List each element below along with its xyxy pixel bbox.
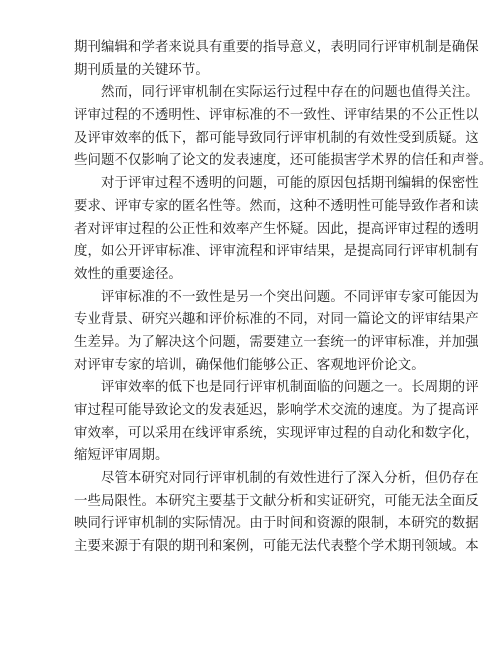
text-line: 主要来源于有限的期刊和案例，可能无法代表整个学术期刊领域。本 <box>74 539 479 555</box>
text-line: 期刊编辑和学者来说具有重要的指导意义，表明同行评审机制是确保 <box>74 40 479 55</box>
text-line: 尽管本研究对同行评审机制的有效性进行了深入分析，但仍存在 <box>101 471 479 487</box>
text-line: 专业背景、研究兴趣和评价标准的不同，对同一篇论文的评审结果产 <box>74 312 479 328</box>
text-line: 生差异。为了解决这个问题，需要建立一套统一的评审标准，并加强 <box>74 334 479 350</box>
text-line: 一些局限性。本研究主要基于文献分析和实证研究，可能无法全面反 <box>74 493 479 509</box>
paragraph-6 <box>74 468 479 559</box>
paragraph-4 <box>74 287 479 378</box>
text-line: 对评审专家的培训，确保他们能够公正、客观地评价论文。 <box>74 357 425 373</box>
text-line: 度，如公开评审标准、评审流程和评审结果，是提高同行评审机制有 <box>74 244 479 260</box>
text-line: 评审效率的低下也是同行评审机制面临的问题之一。长周期的评 <box>101 380 479 396</box>
paragraph-3 <box>74 173 479 286</box>
text-line: 要求、评审专家的匿名性等。然而，这种不透明性可能导致作者和读 <box>74 198 479 214</box>
text-line: 效性的重要途径。 <box>74 266 182 282</box>
text-line: 对于评审过程不透明的问题，可能的原因包括期刊编辑的保密性 <box>101 176 479 192</box>
text-line: 审过程可能导致论文的发表延迟，影响学术交流的速度。为了提高评 <box>74 403 479 418</box>
text-line: 及评审效率的低下，都可能导致同行评审机制的有效性受到质疑。这 <box>74 130 479 146</box>
text-line: 映同行评审机制的实际情况。由于时间和资源的限制，本研究的数据 <box>74 516 479 532</box>
text-line: 评审过程的不透明性、评审标准的不一致性、评审结果的不公正性以 <box>74 108 479 124</box>
text-line: 缩短评审周期。 <box>74 448 169 464</box>
paragraph-2 <box>74 82 493 173</box>
paragraph-1 <box>74 37 479 82</box>
text-line: 些问题不仅影响了论文的发表速度，还可能损害学术界的信任和声誉。 <box>74 153 493 169</box>
body-text <box>74 37 493 559</box>
paragraph-5 <box>74 377 479 468</box>
text-line: 审效率，可以采用在线评审系统，实现评审过程的自动化和数字化， <box>74 425 479 441</box>
text-line: 然而，同行评审机制在实际运行过程中存在的问题也值得关注。 <box>101 85 479 101</box>
text-line: 期刊质量的关键环节。 <box>74 62 209 78</box>
text-line: 者对评审过程的公正性和效率产生怀疑。因此，提高评审过程的透明 <box>74 221 479 237</box>
text-line: 评审标准的不一致性是另一个突出问题。不同评审专家可能因为 <box>101 289 479 305</box>
